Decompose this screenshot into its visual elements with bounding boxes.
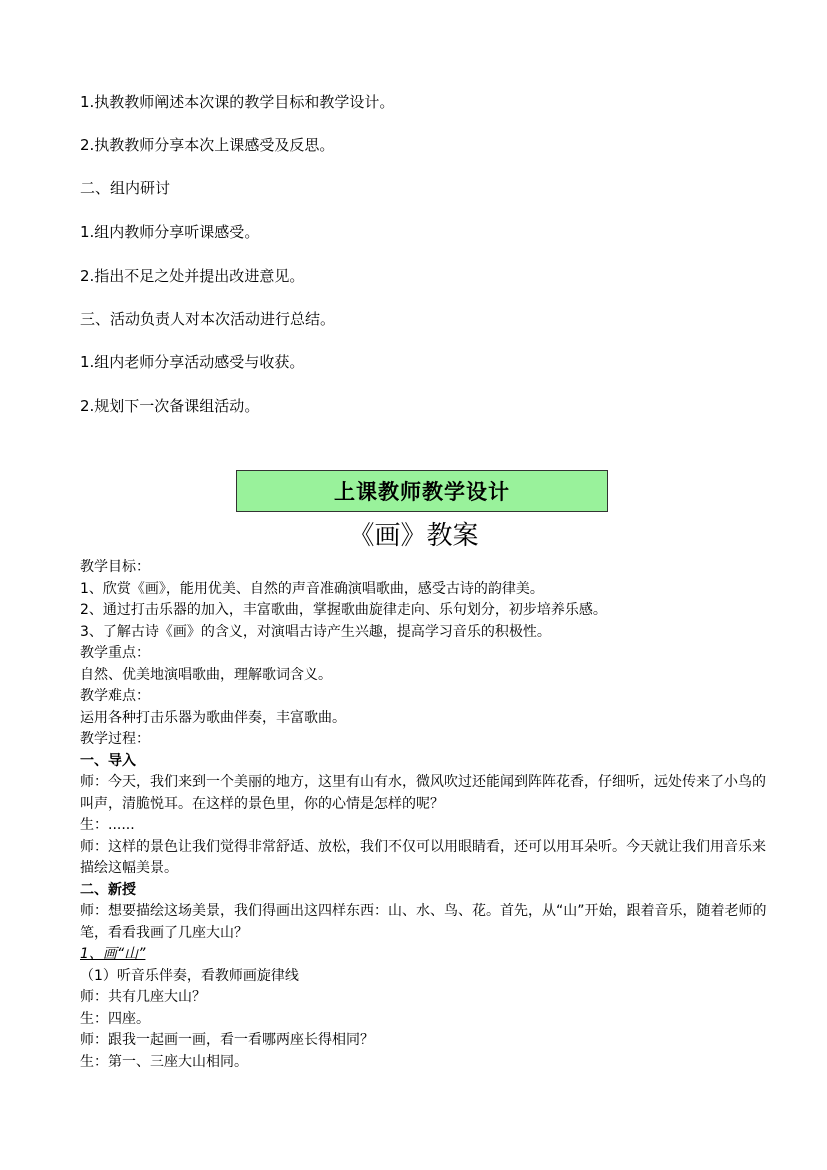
procedure-line: 2.指出不足之处并提出改进意见。 — [80, 267, 305, 285]
procedure-line: 2.执教教师分享本次上课感受及反思。 — [80, 136, 335, 154]
section-heading-intro: 一、导入 — [80, 752, 136, 769]
student-line: 生：四座。 — [80, 1010, 150, 1027]
student-line: 生：...... — [80, 817, 135, 833]
objective-item: 2、通过打击乐器的加入，丰富歌曲，掌握歌曲旋律走向、乐句划分，初步培养乐感。 — [80, 602, 607, 618]
subsection-heading: 1、画“山” — [80, 946, 146, 962]
key-points-text: 自然、优美地演唱歌曲，理解歌词含义。 — [80, 666, 332, 683]
objectives-heading: 教学目标： — [80, 559, 150, 575]
procedure-line: 1.组内老师分享活动感受与收获。 — [80, 353, 305, 371]
objective-item: 3、了解古诗《画》的含义，对演唱古诗产生兴趣，提高学习音乐的积极性。 — [80, 623, 551, 640]
difficulties-text: 运用各种打击乐器为歌曲伴奏，丰富歌曲。 — [80, 709, 346, 726]
procedure-line: 2.规划下一次备课组活动。 — [80, 397, 260, 415]
procedure-line: 1.执教教师阐述本次课的教学目标和教学设计。 — [80, 93, 395, 111]
teaching-design-banner: 上课教师教学设计 — [236, 470, 608, 512]
step-line: （1）听音乐伴奏，看教师画旋律线 — [80, 967, 299, 984]
difficulties-heading: 教学难点： — [80, 688, 150, 704]
teacher-line: 师：共有几座大山？ — [80, 989, 206, 1005]
lesson-body — [80, 557, 770, 1073]
teacher-line: 师：今天，我们来到一个美丽的地方，这里有山有水，微风吹过还能闻到阵阵花香，仔细听，远处传来了小鸟的叫声，清脆悦耳。在这样的景色里，你的心情是怎样的呢？ — [80, 774, 766, 812]
section-heading: 二、组内研讨 — [80, 179, 171, 197]
teacher-line: 师：想要描绘这场美景，我们得画出这四样东西：山、水、鸟、花。首先，从“山”开始，跟着音乐，随着老师的笔，看看我画了几座大山？ — [80, 903, 767, 941]
teacher-line: 师：这样的景色让我们觉得非常舒适、放松，我们不仅可以用眼睛看，还可以用耳朵听。今天就让我们用音乐来描绘这幅美景。 — [80, 838, 766, 876]
process-heading: 教学过程： — [80, 731, 150, 747]
section-heading-new: 二、新授 — [80, 881, 136, 898]
lesson-title: 《画》教案 — [348, 521, 479, 551]
objective-item: 1、欣赏《画》，能用优美、自然的声音准确演唱歌曲，感受古诗的韵律美。 — [80, 580, 544, 597]
student-line: 生：第一、三座大山相同。 — [80, 1053, 248, 1070]
key-points-heading: 教学重点： — [80, 645, 150, 661]
section-heading: 三、活动负责人对本次活动进行总结。 — [80, 310, 336, 328]
teacher-line: 师：跟我一起画一画，看一看哪两座长得相同？ — [80, 1032, 374, 1048]
procedure-line: 1.组内教师分享听课感受。 — [80, 223, 260, 241]
